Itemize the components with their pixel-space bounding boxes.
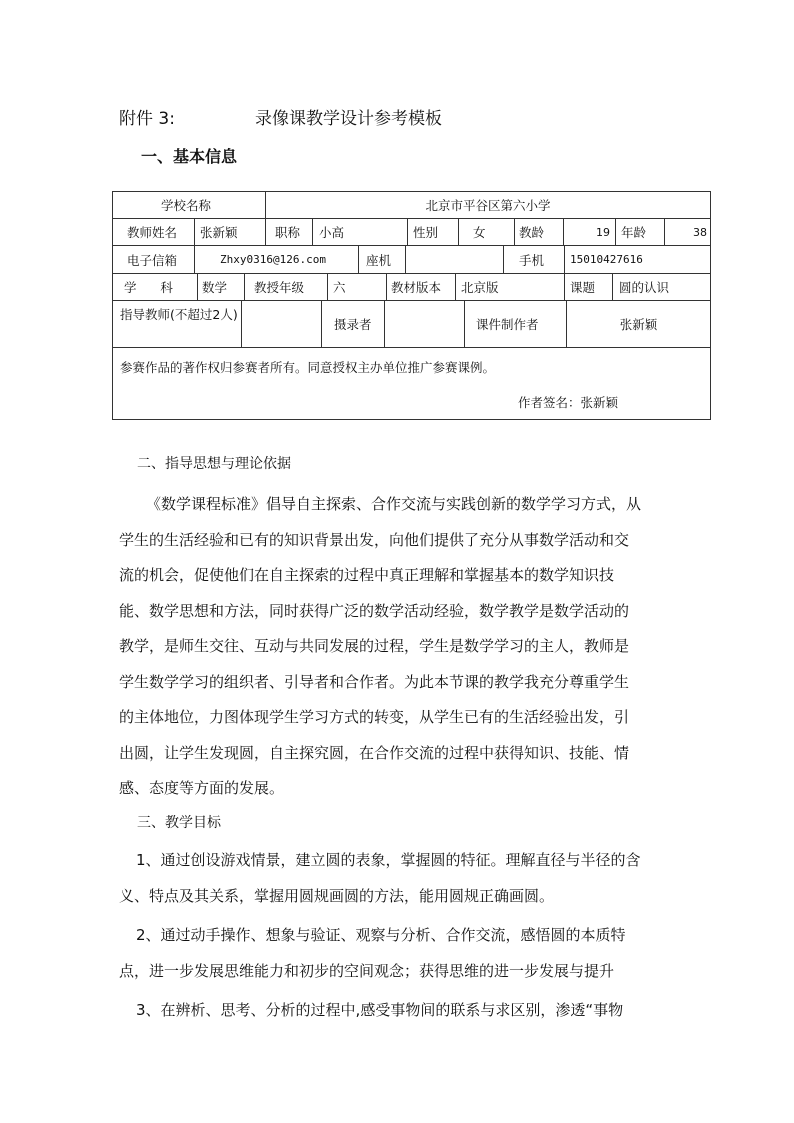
courseware-author-label: 课件制作者 — [464, 301, 539, 347]
section-teaching-goals-title: 三、教学目标 — [137, 815, 221, 831]
edition-value: 北京版 — [455, 274, 499, 300]
teacher-name-value: 张新颖 — [194, 219, 238, 245]
table-row-school — [113, 192, 710, 219]
mobile-label: 手机 — [503, 246, 544, 273]
table-row-teacher — [113, 219, 710, 246]
paragraph-line: 学生的生活经验和已有的知识背景出发，向他们提供了充分从事数学活动和交 — [119, 530, 630, 549]
camera-operator-value — [384, 301, 464, 347]
landline-label: 座机 — [358, 246, 391, 273]
goal-line: 点，进一步发展思维能力和初步的空间观念；获得思维的进一步发展与提升 — [119, 961, 615, 980]
paragraph-line: 能、数学思想和方法，同时获得广泛的数学活动经验，数学教学是数学活动的 — [119, 601, 630, 620]
camera-operator-label: 摄录者 — [321, 301, 372, 347]
email-value: Zhxy0316@126.com — [194, 246, 326, 273]
paragraph-line: 《数学课程标准》倡导自主探索、合作交流与实践创新的数学学习方式，从 — [146, 495, 642, 513]
paragraph-line: 出圆，让学生发现圆，自主探究圆，在合作交流的过程中获得知识、技能、情 — [119, 743, 630, 762]
job-title-value: 小高 — [312, 219, 344, 245]
table-row-course — [113, 274, 710, 301]
table-row-contributors — [113, 301, 710, 348]
paragraph-line: 学生数学学习的组织者、引导者和合作者。为此本节课的教学我充分尊重学生 — [119, 672, 630, 691]
section-basic-info-title: 一、基本信息 — [141, 147, 238, 166]
goal-line: 1、通过创设游戏情景，建立圆的表象，掌握圆的特征。理解直径与半径的含 — [136, 851, 641, 869]
paragraph-line: 流的机会，促使他们在自主探索的过程中真正理解和掌握基本的数学知识技 — [119, 566, 615, 584]
teaching-years-value: 19 — [563, 219, 615, 245]
gender-value-text: 女 — [473, 225, 486, 240]
gender-label: 性别 — [407, 219, 438, 245]
grade-label: 教授年级 — [244, 274, 304, 300]
subject-value: 数学 — [197, 274, 227, 300]
email-label: 电子信箱 — [127, 252, 178, 268]
lesson-label: 课题 — [564, 274, 595, 300]
section-guiding-ideas-title: 二、指导思想与理论依据 — [137, 456, 291, 472]
teacher-name-label: 教师姓名 — [127, 225, 178, 240]
teaching-years-label: 教龄 — [514, 219, 544, 245]
paragraph-line: 感、态度等方面的发展。 — [119, 779, 285, 797]
document-heading — [119, 104, 442, 129]
author-signature: 作者签名：张新颖 — [518, 395, 619, 410]
subject-label: 学 科 — [124, 280, 173, 295]
edition-label: 教材版本 — [386, 274, 441, 300]
basic-info-table — [112, 191, 711, 420]
landline-value — [405, 246, 503, 273]
advisor-label: 指导教师(不超过2人) — [120, 307, 238, 322]
document-title: 录像课教学设计参考模板 — [255, 109, 442, 129]
table-row-contact — [113, 246, 710, 274]
age-label: 年龄 — [615, 219, 646, 245]
grade-value: 六 — [327, 274, 346, 300]
table-row-copyright — [113, 348, 710, 419]
copyright-statement: 参赛作品的著作权归参赛者所有。同意授权主办单位推广参赛课例。 — [120, 360, 496, 375]
paragraph-line: 教学，是师生交往、互动与共同发展的过程，学生是数学学习的主人，教师是 — [119, 637, 630, 655]
mobile-value: 15010427616 — [564, 246, 643, 273]
goal-line: 义、特点及其关系，掌握用圆规画圆的方法，能用圆规正确画圆。 — [119, 886, 555, 905]
job-title-label: 职称 — [265, 219, 300, 245]
courseware-author-value: 张新颖 — [566, 301, 710, 347]
teaching-goals-body — [119, 843, 641, 1029]
paragraph-line: 的主体地位，力图体现学生学习方式的转变，从学生已有的生活经验出发，引 — [119, 708, 630, 726]
age-value: 38 — [664, 219, 710, 245]
school-label: 学校名称 — [161, 198, 212, 213]
gender-value — [458, 219, 514, 245]
advisor-value — [241, 301, 321, 347]
guiding-ideas-body — [119, 487, 641, 807]
goal-line: 3、在辨析、思考、分析的过程中,感受事物间的联系与求区别，渗透“事物 — [136, 1001, 624, 1019]
attachment-label: 附件 3: — [119, 109, 175, 129]
lesson-value: 圆的认识 — [612, 274, 669, 300]
goal-line: 2、通过动手操作、想象与验证、观察与分析、合作交流，感悟圆的本质特 — [136, 926, 626, 944]
school-value: 北京市平谷区第六小学 — [265, 192, 710, 218]
